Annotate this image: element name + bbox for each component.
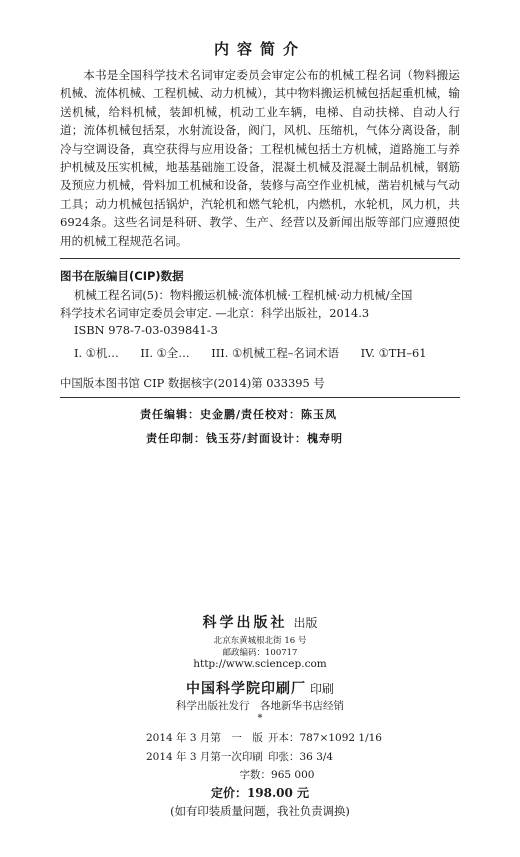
publisher-postcode: 邮政编码：100717 — [222, 648, 298, 658]
word-count: 字数：965 000 — [239, 769, 315, 781]
cip-classification — [74, 345, 464, 361]
cip-data-number: 中国版本图书馆 CIP 数据核字(2014)第 033395 号 — [60, 376, 325, 390]
class-3: III. ①机械工程–名词术语 — [211, 346, 339, 360]
publisher-suffix: 出版 — [293, 616, 318, 630]
publisher-line — [0, 612, 520, 632]
cip-publisher-line: 科学技术名词审定委员会审定. —北京：科学出版社，2014.3 — [60, 305, 370, 320]
sheets-count: 印张：36 3/4 — [268, 751, 334, 763]
distribution-line: 科学出版社发行 各地新华书店经销 — [176, 700, 344, 712]
cip-heading: 图书在版编目(CIP)数据 — [60, 269, 184, 283]
price: 定价：198.00 元 — [210, 786, 310, 800]
class-1: I. ①机… — [74, 346, 119, 360]
printer-suffix: 印刷 — [309, 682, 334, 696]
page-title: 内容简介 — [213, 40, 306, 58]
edition-line — [146, 730, 382, 745]
divider — [60, 258, 460, 259]
summary-paragraph: 本书是全国科学技术名词审定委员会审定公布的机械工程名词（物料搬运机械、流体机械、工程机械、动力机械），其中物料搬运机械包括起重机械，输送机械，给料机械，装卸机械，机动工业车辆，电梯、自动扶梯、自动人行道；流体机械包括泵，水射流设备，阀门，风机、压缩机，气体分离设备，制冷与空调设备，真空获得与应用设备；工程机械包括土方机械，道路施工与养护机械及压实机械，地基基础施工设备，混凝土机械及混凝土制品机械，钢筋及预应力机械，骨料加工机械和设备，装修与高空作业机械，凿岩机械与气动工具；动力机械包括锅炉，汽轮机和燃气轮机，内燃机，水轮机，风力机，共6924条。这些名词是科研、教学、生产、经营以及新闻出版等部门应遵照使用的机械工程规范名词。 — [60, 68, 460, 248]
printing-line — [146, 749, 333, 764]
edition-date: 2014 年 3 月第 一 版 — [146, 732, 263, 744]
cip-record — [60, 287, 460, 340]
staff-printing: 责任印制：钱玉芬/封面设计：槐寿明 — [146, 432, 344, 445]
printer-logo-text: 中国科学院印刷厂 — [185, 681, 306, 697]
class-2: II. ①全… — [140, 346, 190, 360]
class-4: IV. ①TH–61 — [360, 346, 427, 360]
printing-date: 2014 年 3 月第一次印刷 — [146, 751, 263, 763]
publisher-address: 北京东黄城根北街 16 号 — [213, 636, 307, 646]
publisher-url: http://www.sciencep.com — [193, 658, 327, 670]
format-size: 开本：787×1092 1/16 — [268, 732, 382, 744]
quality-note: (如有印装质量问题，我社负责调换) — [170, 804, 350, 818]
cip-isbn: ISBN 978-7-03-039841-3 — [74, 323, 218, 338]
divider — [60, 397, 460, 398]
cip-title-line: 机械工程名词(5)：物料搬运机械·流体机械·工程机械·动力机械/全国 — [74, 288, 413, 302]
printer-line — [0, 678, 520, 698]
staff-editors: 责任编辑：史金鹏/责任校对：陈玉凤 — [140, 408, 338, 421]
separator-star: * — [257, 713, 263, 724]
publisher-logo-text: 科学出版社 — [202, 615, 288, 631]
